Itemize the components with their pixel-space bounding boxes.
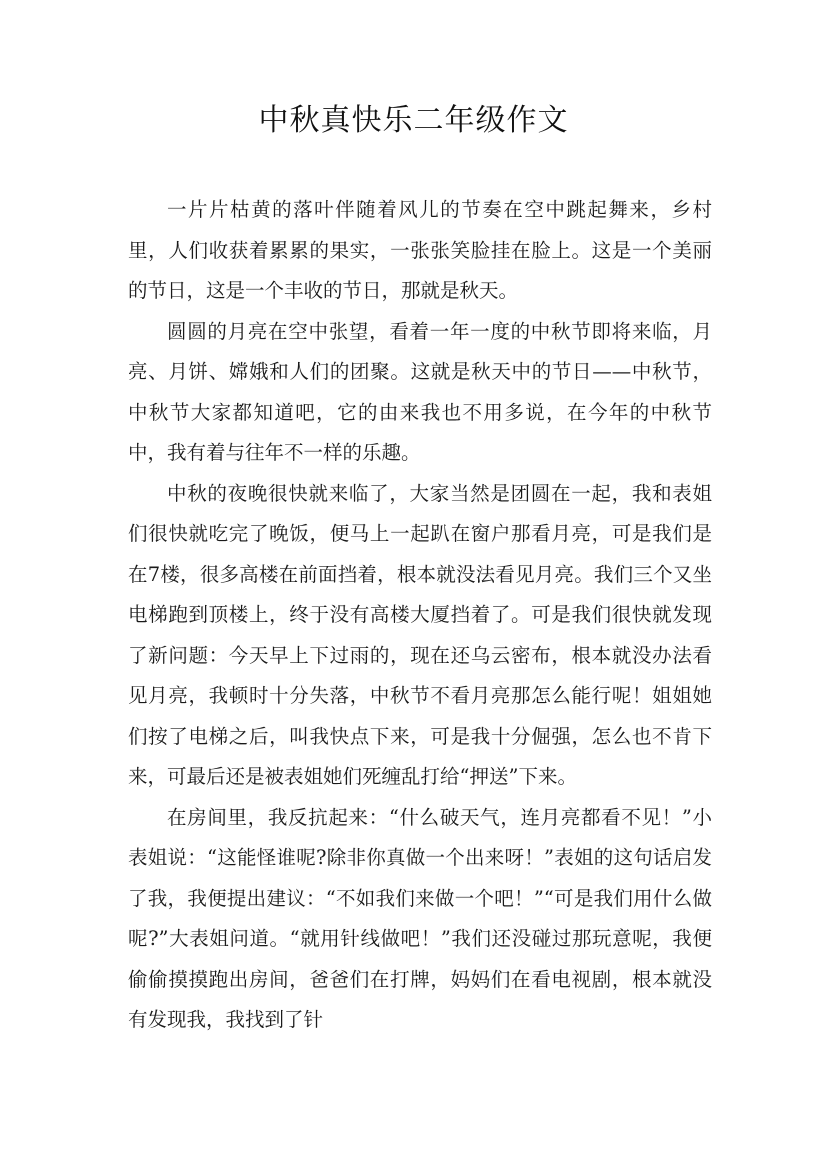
document-body [128, 190, 712, 1041]
document-title: 中秋真快乐二年级作文 [258, 103, 569, 138]
paragraph-2: 圆圆的月亮在空中张望，看着一年一度的中秋节即将来临，月亮、月饼、嫦娥和人们的团聚。这就是秋天中的节日——中秋节，中秋节大家都知道吧，它的由来我也不用多说，在今年的中秋节中，我有着与往年不一样的乐趣。 [128, 319, 712, 464]
paragraph-3: 中秋的夜晚很快就来临了，大家当然是团圆在一起，我和表姐们很快就吃完了晚饭，便马上一起趴在窗户那看月亮，可是我们是在7楼，很多高楼在前面挡着，根本就没法看见月亮。我们三个又坐电梯跑到顶楼上，终于没有高楼大厦挡着了。可是我们很快就发现了新问题：今天早上下过雨的，现在还乌云密布，根本就没办法看见月亮，我顿时十分失落，中秋节不看月亮那怎么能行呢！姐姐她们按了电梯之后，叫我快点下来，可是我十分倔强，怎么也不肯下来，可最后还是被表姐她们死缠乱打给“押送”下来。 [128, 481, 712, 788]
paragraph-4: 在房间里，我反抗起来：“什么破天气，连月亮都看不见！”小表姐说：“这能怪谁呢?除非你真做一个出来呀！”表姐的这句话启发了我，我便提出建议：“不如我们来做一个吧！”“可是我们用什么做呢?”大表姐问道。“就用针线做吧！”我们还没碰过那玩意呢，我便偷偷摸摸跑出房间，爸爸们在打牌，妈妈们在看电视剧，根本就没有发现我，我找到了针 [128, 805, 712, 1031]
paragraph-1: 一片片枯黄的落叶伴随着风儿的节奏在空中跳起舞来，乡村里，人们收获着累累的果实，一张张笑脸挂在脸上。这是一个美丽的节日，这是一个丰收的节日，那就是秋天。 [128, 198, 712, 302]
